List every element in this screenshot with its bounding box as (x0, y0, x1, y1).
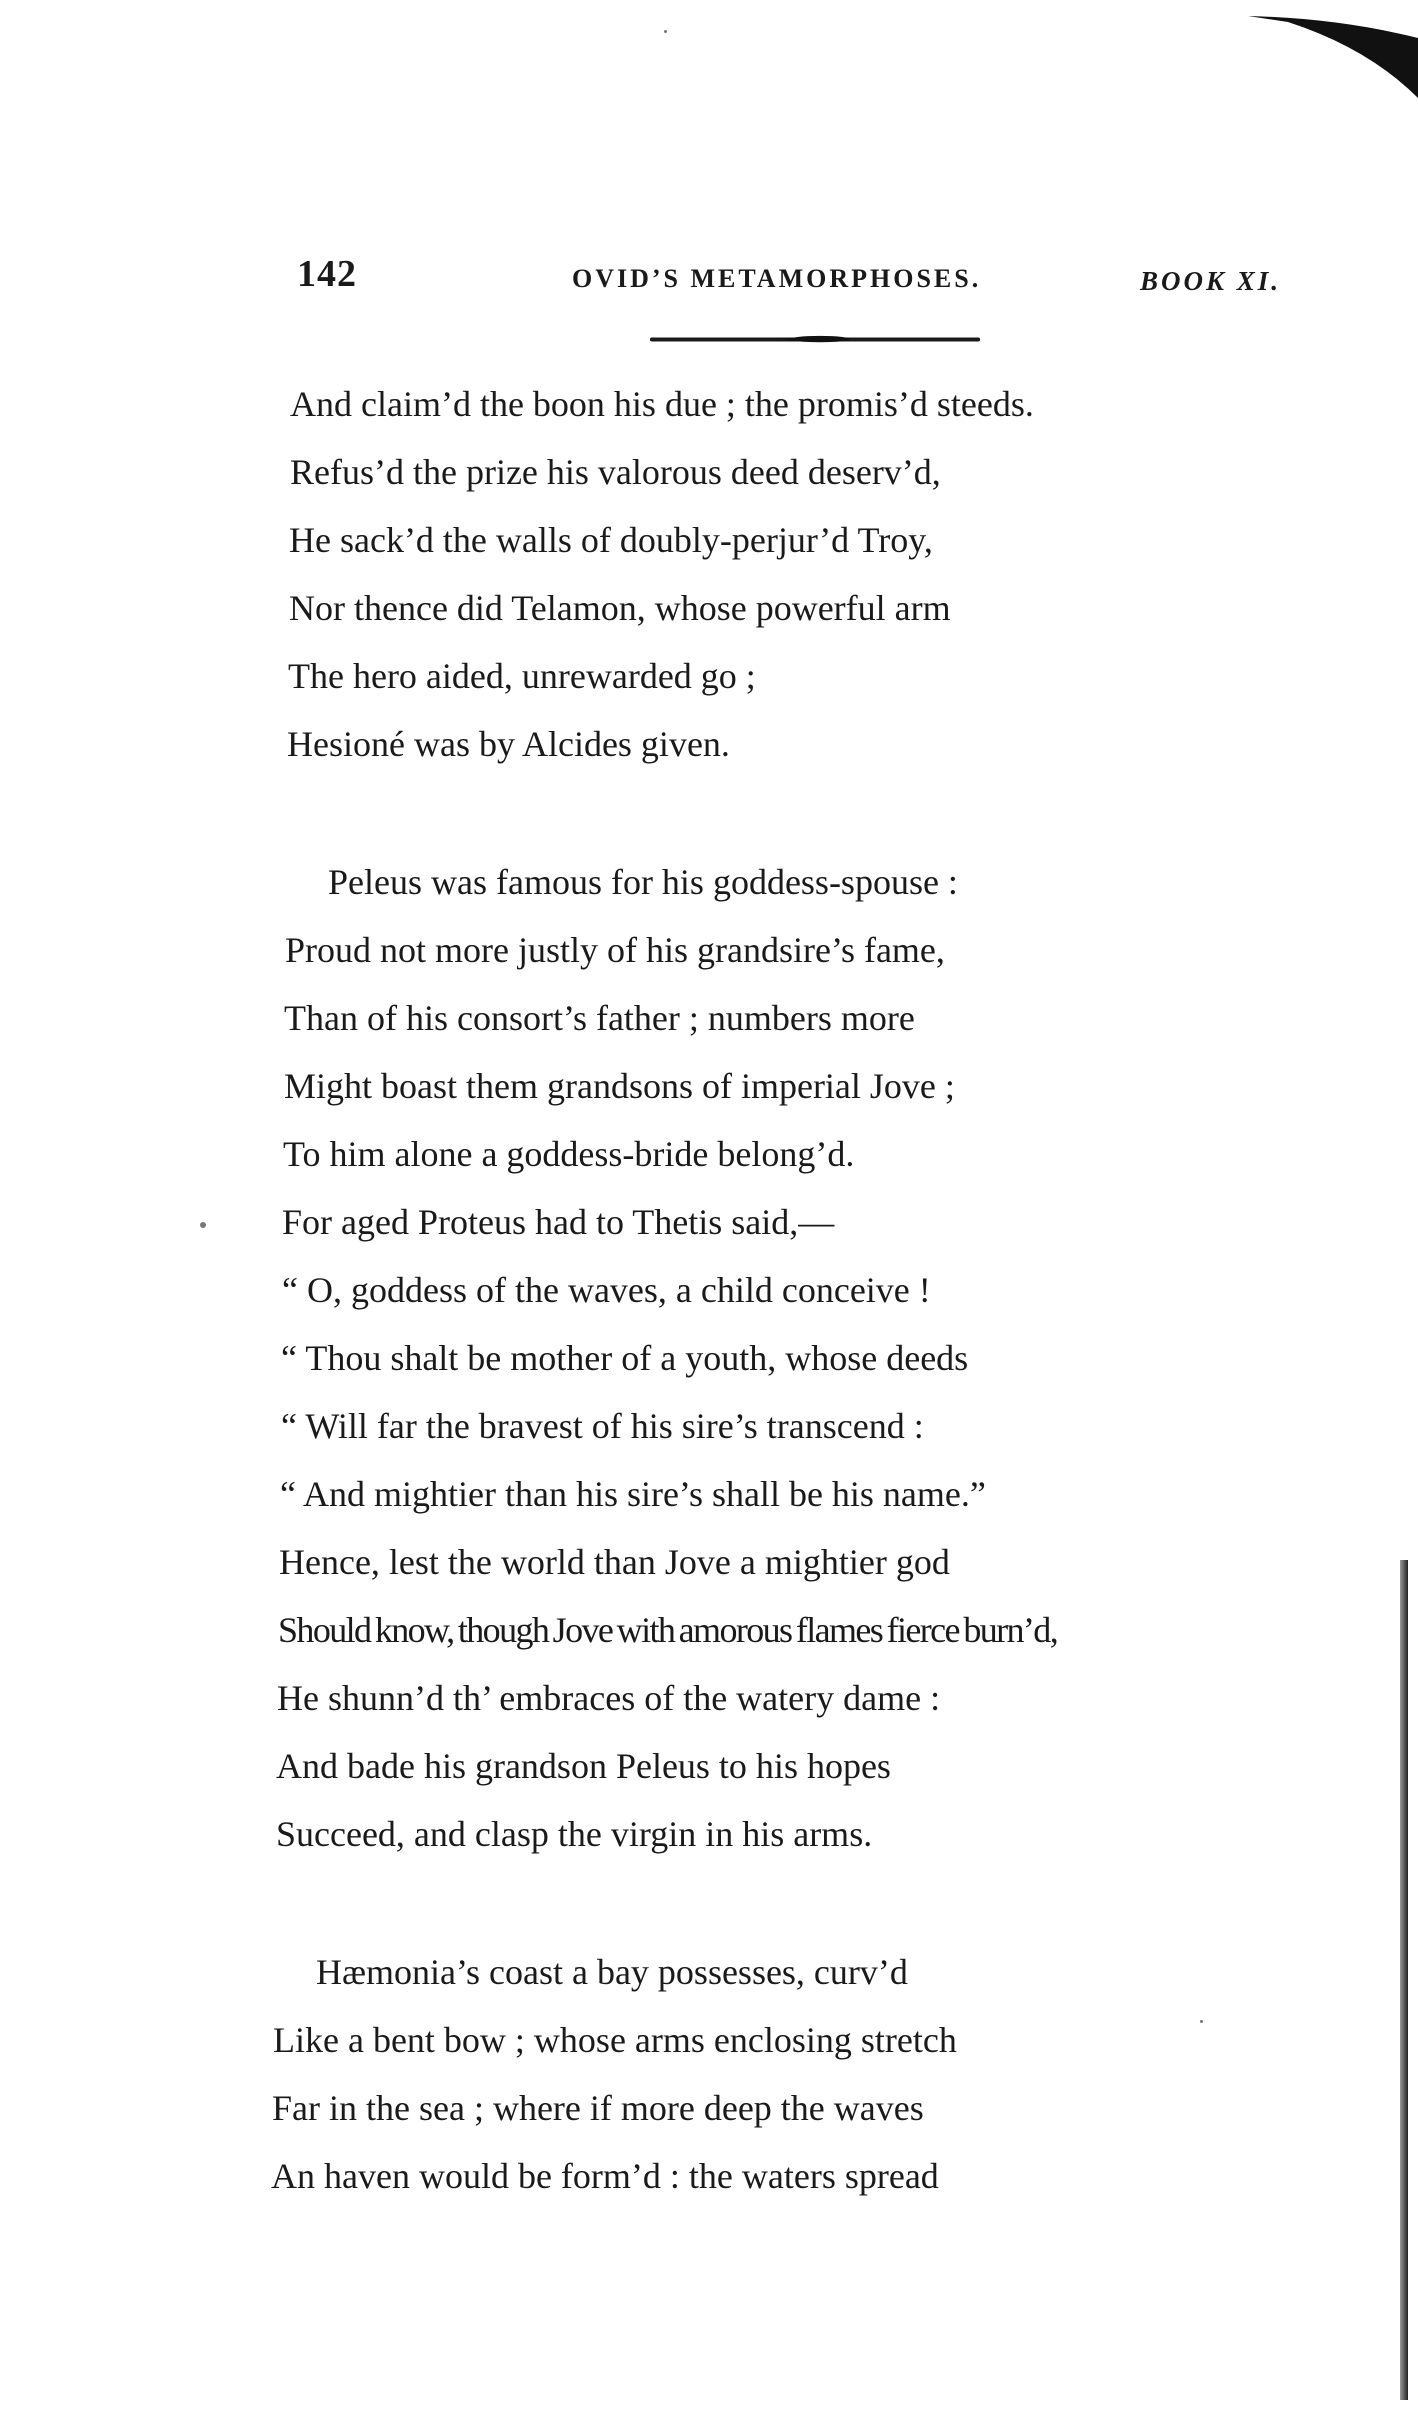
verse-line: An haven would be form’d : the waters spread (271, 2156, 939, 2196)
verse-line: Hence, lest the world than Jove a mightier god (279, 1542, 950, 1582)
ink-speck (1200, 2020, 1203, 2023)
running-header (0, 252, 1418, 312)
verse-line: Than of his consort’s father ; numbers more (284, 998, 915, 1038)
verse-line: For aged Proteus had to Thetis said,— (282, 1202, 835, 1242)
verse-line: Hæmonia’s coast a bay possesses, curv’d (316, 1952, 908, 1992)
verse-line: Should know, though Jove with amorous flames fierce burn’d, (278, 1610, 1058, 1650)
verse-line: The hero aided, unrewarded go ; (288, 656, 756, 696)
page-corner-mark (1248, 8, 1418, 98)
verse-line: And claim’d the boon his due ; the promis’d steeds. (290, 384, 1034, 424)
verse-line: Hesioné was by Alcides given. (287, 724, 730, 764)
verse-line: And bade his grandson Peleus to his hopes (276, 1746, 891, 1786)
verse-line: “ O, goddess of the waves, a child conceive ! (282, 1270, 931, 1310)
verse-line: “ Thou shalt be mother of a youth, whose deeds (281, 1338, 969, 1378)
verse-line: Might boast them grandsons of imperial Jove ; (284, 1066, 955, 1106)
ink-speck (664, 30, 667, 33)
verse-line: Refus’d the prize his valorous deed deserv’d, (290, 452, 941, 492)
verse-line: He shunn’d th’ embraces of the watery dame : (277, 1678, 941, 1718)
verse-line: Proud not more justly of his grandsire’s fame, (285, 930, 945, 970)
verse-line: Nor thence did Telamon, whose powerful arm (289, 588, 951, 628)
verse-line: He sack’d the walls of doubly-perjur’d Troy, (289, 520, 933, 560)
verse-line: Succeed, and clasp the virgin in his arms. (276, 1814, 873, 1854)
verse-line: “ Will far the bravest of his sire’s transcend : (281, 1406, 924, 1446)
header-rule (650, 338, 980, 342)
verse-line: To him alone a goddess-bride belong’d. (283, 1134, 855, 1174)
running-title: OVID’S METAMORPHOSES. (572, 264, 982, 293)
page-number: 142 (297, 253, 357, 295)
ink-speck (200, 1222, 206, 1228)
verse-line: “ And mightier than his sire’s shall be his name.” (280, 1474, 986, 1514)
verse-line: Far in the sea ; where if more deep the waves (272, 2088, 924, 2128)
book-label: BOOK XI. (1140, 266, 1282, 296)
verse-line: Like a bent bow ; whose arms enclosing stretch (273, 2020, 957, 2060)
verse-line: Peleus was famous for his goddess-spouse : (328, 862, 958, 902)
page-spine-shadow (1400, 1560, 1408, 2400)
